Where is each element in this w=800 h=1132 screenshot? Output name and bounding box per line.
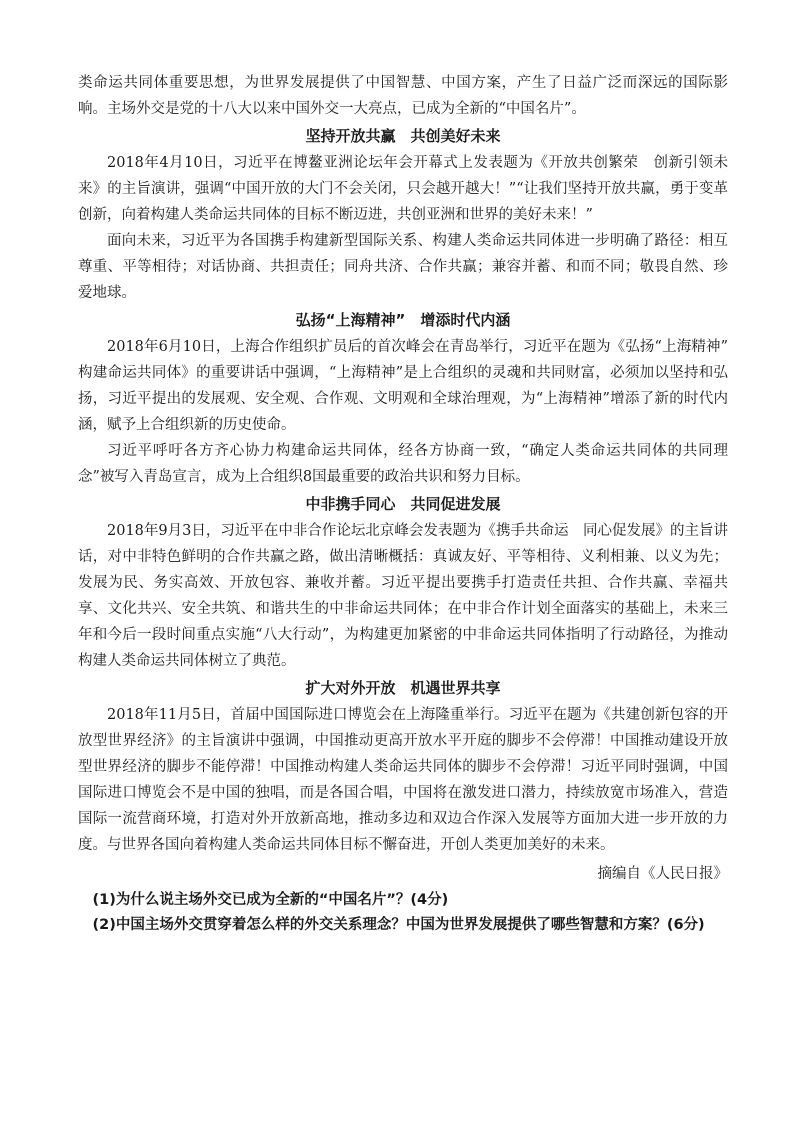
source-citation: 摘编自《人民日报》 [597, 866, 728, 882]
section-heading: 坚持开放共赢 共创美好未来 [305, 127, 501, 145]
section-1 [78, 123, 728, 306]
section-paragraph: 2018年4月10日，习近平在博鳌亚洲论坛年会开幕式上发表题为《开放共创繁荣 创新引领未来》的主旨演讲，强调“中国开放的大门不会关闭，只会越开越大！”“让我们坚持开放共赢，勇于变革创新，向着构建人类命运共同体的目标不断迈进，共创亚洲和世界的美好未来！” [78, 155, 728, 223]
section-heading: 中非携手同心 共同促进发展 [305, 495, 501, 513]
section-heading: 弘扬“上海精神” 增添时代内涵 [295, 311, 511, 329]
intro-paragraph: 类命运共同体重要思想，为世界发展提供了中国智慧、中国方案，产生了日益广泛而深远的国际影响。主场外交是党的十八大以来中国外交一大亮点，已成为全新的“中国名片”。 [78, 75, 728, 117]
section-paragraph: 2018年9月3日，习近平在中非合作论坛北京峰会发表题为《携手共命运 同心促发展》的主旨讲话，对中非特色鲜明的合作共赢之路，做出清晰概括：真诚友好、平等相待、义利相兼、以义为先；发展为民、务实高效、开放包容、兼收并蓄。习近平提出要携手打造责任共担、合作共赢、幸福共享、文化共兴、安全共筑、和谐共生的中非命运共同体；在中非合作计划全面落实的基础上，未来三年和今后一段时间重点实施“八大行动”，为构建更加紧密的中非命运共同体指明了行动路径，为推动构建人类命运共同体树立了典范。 [78, 523, 728, 669]
section-heading: 扩大对外开放 机遇世界共享 [305, 679, 501, 697]
document-page [78, 70, 743, 938]
section-paragraph: 2018年11月5日，首届中国国际进口博览会在上海隆重举行。习近平在题为《共建创新包容的开放型世界经济》的主旨演讲中强调，中国推动更高开放水平开庭的脚步不会停滞！中国推动建设开放型世界经济的脚步不能停滞！中国推动构建人类命运共同体的脚步不会停滞！习近平同时强调，中国国际进口博览会不是中国的独唱，而是各国合唱，中国将在激发进口潜力，持续放宽市场准入，营造国际一流营商环境，打造对外开放新高地，推动多边和双边合作深入发展等方面加大进一步开放的力度。与世界各国向着构建人类命运共同体目标不懈奋进，开创人类更加美好的未来。 [78, 707, 728, 853]
section-paragraph: 2018年6月10日，上海合作组织扩员后的首次峰会在青岛举行，习近平在题为《弘扬“上海精神” 构建命运共同体》的重要讲话中强调，“上海精神”是上合组织的灵魂和共同财富，必须加以坚持和弘扬，习近平提出的发展观、安全观、合作观、文明观和全球治理观，为“上海精神”增添了新的时代内涵，赋予上合组织新的历史使命。 [78, 339, 743, 433]
section-4 [78, 675, 728, 858]
section-2 [78, 307, 743, 490]
question-item: (1)为什么说主场外交已成为全新的“中国名片”？(4分) [92, 892, 449, 908]
section-3 [78, 491, 728, 674]
question-item: (2)中国主场外交贯穿着怎么样的外交关系理念？中国为世界发展提供了哪些智慧和方案？(6分) [92, 917, 705, 933]
section-paragraph: 面向未来，习近平为各国携手构建新型国际关系、构建人类命运共同体进一步明确了路径：相互尊重、平等相待；对话协商、共担责任；同舟共济、合作共赢；兼容并蓄、和而不同；敬畏自然、珍爱地球。 [78, 233, 728, 301]
questions [78, 888, 728, 938]
section-paragraph: 习近平呼吁各方齐心协力构建命运共同体，经各方协商一致，“确定人类命运共同体的共同理念”被写入青岛宣言，成为上合组织8国最重要的政治共识和努力目标。 [78, 443, 728, 485]
